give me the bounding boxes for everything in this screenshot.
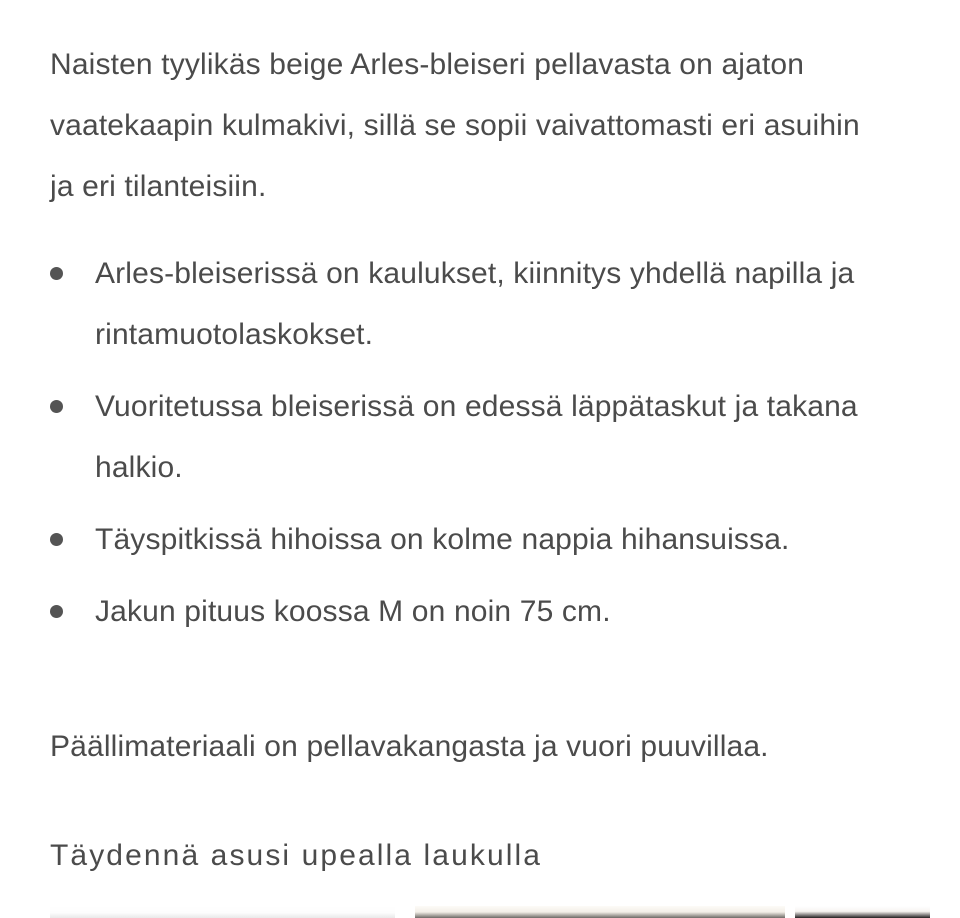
list-item-label: Jakun pituus koossa M on noin 75 cm. bbox=[95, 595, 611, 628]
list-item bbox=[50, 581, 920, 642]
complete-the-look-link[interactable]: Täydennä asusi upealla laukulla bbox=[50, 839, 543, 872]
thumbnail-image-2[interactable] bbox=[415, 906, 785, 918]
material-paragraph: Päällimateriaali on pellavakangasta ja vuori puuvillaa. bbox=[50, 730, 769, 763]
thumbnail-image-3[interactable] bbox=[795, 906, 930, 918]
description-content bbox=[50, 0, 920, 886]
feature-list bbox=[50, 217, 920, 642]
intro-paragraph: Naisten tyylikäs beige Arles-bleiseri pellavasta on ajaton vaatekaapin kulmakivi, sillä se sopii vaivattomasti eri asuihin ja eri tilanteisiin. bbox=[50, 48, 860, 203]
bullet-dot-icon bbox=[50, 400, 63, 413]
thumbnail-image-1[interactable] bbox=[50, 906, 395, 918]
list-item-label: Vuoritetussa bleiserissä on edessä läppätaskut ja takana halkio. bbox=[95, 390, 858, 484]
list-item-label: Arles-bleiserissä on kaulukset, kiinnitys yhdellä napilla ja rintamuotolaskokset. bbox=[95, 257, 855, 351]
bullet-dot-icon bbox=[50, 533, 63, 546]
bullet-dot-icon bbox=[50, 267, 63, 280]
list-item bbox=[50, 243, 920, 365]
list-item-label: Täyspitkissä hihoissa on kolme nappia hihansuissa. bbox=[95, 523, 790, 556]
list-item bbox=[50, 376, 920, 498]
bullet-dot-icon bbox=[50, 605, 63, 618]
thumbnail-strip bbox=[0, 906, 960, 918]
list-item bbox=[50, 509, 920, 570]
